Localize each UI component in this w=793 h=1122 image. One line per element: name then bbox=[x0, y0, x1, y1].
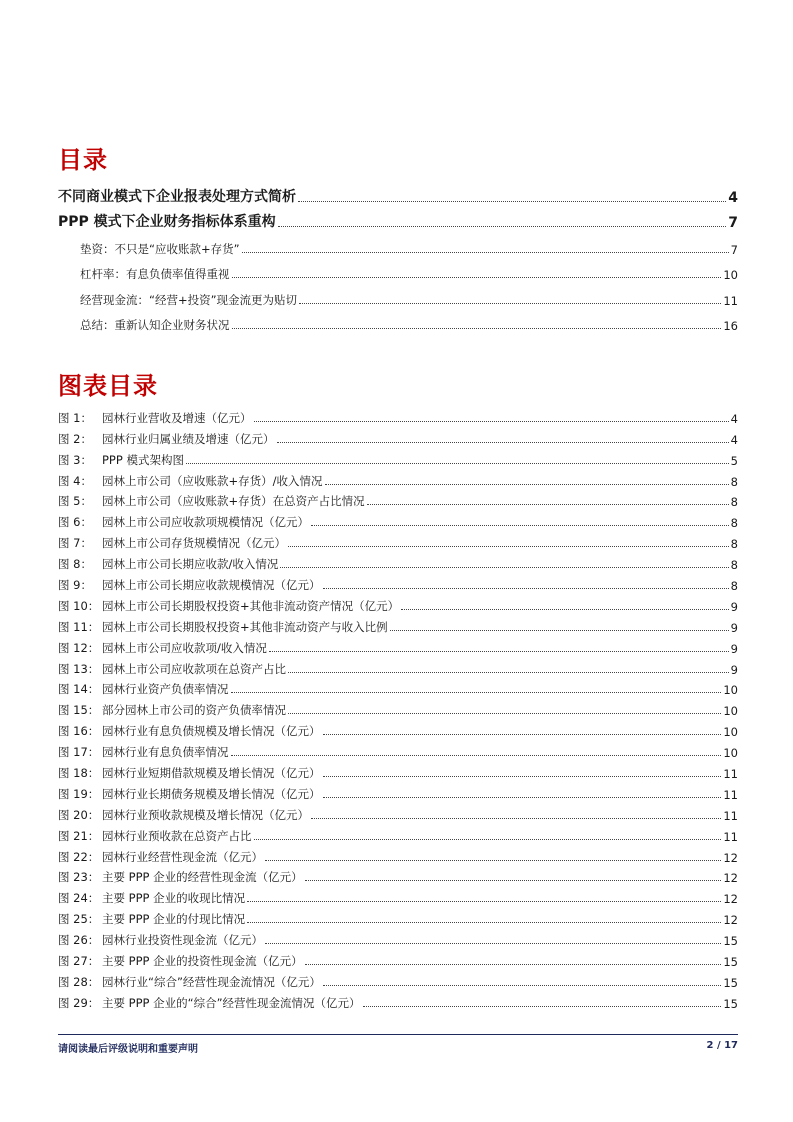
figure-entry-text: 园林上市公司存货规模情况（亿元） bbox=[102, 536, 286, 551]
dot-leader bbox=[265, 943, 721, 944]
figure-entry-text: 园林行业“综合”经营性现金流情况（亿元） bbox=[102, 974, 321, 989]
figure-entry-text: PPP 模式架构图 bbox=[102, 452, 184, 467]
figure-number: 图 21： bbox=[58, 828, 100, 843]
figure-entry[interactable] bbox=[58, 697, 738, 718]
figure-number: 图 17： bbox=[58, 745, 100, 760]
figure-page-number: 12 bbox=[723, 850, 738, 865]
figure-entry[interactable] bbox=[58, 489, 738, 510]
toc-subentry[interactable] bbox=[58, 282, 738, 308]
figure-entry-text: 主要 PPP 企业的“综合”经营性现金流情况（亿元） bbox=[102, 995, 361, 1010]
dot-leader bbox=[367, 504, 729, 505]
figure-page-number: 10 bbox=[723, 746, 738, 761]
figure-page-number: 12 bbox=[723, 913, 738, 928]
figure-entry[interactable] bbox=[58, 677, 738, 698]
toc-entry[interactable] bbox=[58, 206, 738, 232]
figure-number: 图 4： bbox=[58, 473, 92, 488]
dot-leader bbox=[231, 755, 722, 756]
figure-page-number: 15 bbox=[723, 996, 738, 1011]
dot-leader bbox=[390, 630, 729, 631]
figure-entry-text: 园林行业经营性现金流（亿元） bbox=[102, 849, 263, 864]
toc-page-number: 4 bbox=[728, 189, 738, 206]
dot-leader bbox=[278, 226, 727, 227]
dot-leader bbox=[401, 609, 729, 610]
figure-entry-text: 园林上市公司（应收账款+存货）/收入情况 bbox=[102, 473, 323, 488]
figure-entry[interactable] bbox=[58, 572, 738, 593]
figure-page-number: 8 bbox=[730, 474, 738, 489]
dot-leader bbox=[305, 964, 722, 965]
toc-entry-text: 经营现金流：“经营+投资”现金流更为贴切 bbox=[80, 292, 298, 307]
figure-page-number: 9 bbox=[730, 599, 738, 614]
dot-leader bbox=[232, 277, 722, 278]
figure-entry[interactable] bbox=[58, 865, 738, 886]
figure-number: 图 14： bbox=[58, 682, 100, 697]
figure-number: 图 24： bbox=[58, 891, 100, 906]
dot-leader bbox=[323, 985, 721, 986]
figure-page-number: 15 bbox=[723, 975, 738, 990]
figure-page-number: 10 bbox=[723, 683, 738, 698]
figure-page-number: 12 bbox=[723, 892, 738, 907]
figure-number: 图 1： bbox=[58, 410, 92, 425]
toc-entry-text: 杠杆率：有息负债率值得重视 bbox=[80, 267, 230, 281]
figure-number: 图 29： bbox=[58, 995, 100, 1010]
dot-leader bbox=[288, 546, 729, 547]
figure-entry[interactable] bbox=[58, 802, 738, 823]
figure-entry-text: 园林上市公司长期股权投资+其他非流动资产与收入比例 bbox=[102, 619, 388, 634]
dot-leader bbox=[305, 880, 722, 881]
figure-number: 图 9： bbox=[58, 578, 92, 593]
dot-leader bbox=[269, 651, 729, 652]
figure-number: 图 6： bbox=[58, 515, 92, 530]
dot-leader bbox=[186, 463, 729, 464]
dot-leader bbox=[265, 860, 721, 861]
figure-entry[interactable] bbox=[58, 823, 738, 844]
figure-page-number: 9 bbox=[730, 662, 738, 677]
dot-leader bbox=[323, 797, 722, 798]
toc-entry[interactable] bbox=[58, 180, 738, 206]
figure-entry-text: 园林行业预收款规模及增长情况（亿元） bbox=[102, 807, 309, 822]
figure-page-number: 11 bbox=[723, 787, 738, 802]
figure-entry[interactable] bbox=[58, 906, 738, 927]
figure-entry-text: 园林上市公司（应收账款+存货）在总资产占比情况 bbox=[102, 494, 365, 509]
dot-leader bbox=[323, 734, 722, 735]
figure-number: 图 11： bbox=[58, 619, 100, 634]
dot-leader bbox=[288, 672, 729, 673]
figure-entry[interactable] bbox=[58, 969, 738, 990]
figure-entry-text: 园林行业预收款在总资产占比 bbox=[102, 828, 252, 843]
figure-entry[interactable] bbox=[58, 844, 738, 865]
figure-entry[interactable] bbox=[58, 614, 738, 635]
figure-entry-text: 园林上市公司应收款项规模情况（亿元） bbox=[102, 515, 309, 530]
dot-leader bbox=[254, 839, 722, 840]
figure-page-number: 8 bbox=[730, 537, 738, 552]
figure-entry[interactable] bbox=[58, 509, 738, 530]
figure-entry[interactable] bbox=[58, 948, 738, 969]
figure-page-number: 12 bbox=[723, 871, 738, 886]
figure-entry[interactable] bbox=[58, 551, 738, 572]
footer-divider bbox=[58, 1034, 738, 1035]
figure-list bbox=[58, 405, 738, 1011]
figure-page-number: 8 bbox=[730, 516, 738, 531]
figure-page-number: 4 bbox=[730, 411, 738, 426]
figure-page-number: 11 bbox=[723, 767, 738, 782]
figure-page-number: 10 bbox=[723, 725, 738, 740]
figure-page-number: 10 bbox=[723, 704, 738, 719]
figure-number: 图 2： bbox=[58, 431, 92, 446]
dot-leader bbox=[247, 901, 721, 902]
toc-page-number: 16 bbox=[723, 319, 738, 333]
figure-number: 图 8： bbox=[58, 557, 92, 572]
dot-leader bbox=[277, 442, 729, 443]
figure-number: 图 27： bbox=[58, 954, 100, 969]
toc-subentry[interactable] bbox=[58, 257, 738, 283]
figure-entry[interactable] bbox=[58, 739, 738, 760]
figure-page-number: 11 bbox=[723, 829, 738, 844]
dot-leader bbox=[231, 692, 722, 693]
dot-leader bbox=[299, 303, 721, 304]
dot-leader bbox=[323, 776, 722, 777]
toc-page-number: 7 bbox=[728, 215, 738, 231]
figure-entry-text: 园林行业资产负债率情况 bbox=[102, 682, 229, 697]
figure-number: 图 26： bbox=[58, 933, 100, 948]
dot-leader bbox=[288, 713, 721, 714]
figure-page-number: 4 bbox=[730, 432, 738, 447]
figure-number: 图 20： bbox=[58, 807, 100, 822]
figure-number: 图 25： bbox=[58, 912, 100, 927]
figure-entry[interactable] bbox=[58, 468, 738, 489]
toc-page-number: 7 bbox=[730, 242, 738, 257]
figure-page-number: 5 bbox=[730, 453, 738, 468]
figure-entry-text: 园林行业投资性现金流（亿元） bbox=[102, 933, 263, 948]
figure-number: 图 13： bbox=[58, 661, 100, 676]
figure-entry-text: 主要 PPP 企业的经营性现金流（亿元） bbox=[102, 870, 303, 885]
figure-number: 图 18： bbox=[58, 766, 100, 781]
figure-page-number: 8 bbox=[730, 579, 738, 594]
dot-leader bbox=[242, 252, 729, 253]
page-indicator: 2 / 17 bbox=[706, 1040, 738, 1051]
figure-page-number: 8 bbox=[730, 558, 738, 573]
figure-entry-text: 园林行业有息负债率情况 bbox=[102, 745, 229, 760]
dot-leader bbox=[298, 201, 726, 202]
dot-leader bbox=[247, 922, 721, 923]
dot-leader bbox=[254, 421, 729, 422]
figure-entry[interactable] bbox=[58, 781, 738, 802]
figure-entry[interactable] bbox=[58, 927, 738, 948]
figure-entry[interactable] bbox=[58, 530, 738, 551]
figure-entry[interactable] bbox=[58, 426, 738, 447]
toc-entry-text: PPP 模式下企业财务指标体系重构 bbox=[58, 214, 276, 230]
toc-subentry[interactable] bbox=[58, 231, 738, 257]
figure-entry-text: 园林上市公司长期应收款规模情况（亿元） bbox=[102, 578, 321, 593]
dot-leader bbox=[280, 567, 728, 568]
figure-page-number: 11 bbox=[723, 808, 738, 823]
figure-entry-text: 园林行业有息负债规模及增长情况（亿元） bbox=[102, 724, 321, 739]
figure-number: 图 10： bbox=[58, 598, 100, 613]
figure-number: 图 3： bbox=[58, 452, 92, 467]
figure-entry-text: 主要 PPP 企业的付现比情况 bbox=[102, 912, 246, 927]
figure-entry[interactable] bbox=[58, 760, 738, 781]
figure-entry-text: 园林上市公司长期股权投资+其他非流动资产情况（亿元） bbox=[102, 598, 400, 613]
toc-entry-text: 不同商业模式下企业报表处理方式简析 bbox=[58, 188, 296, 205]
figure-entry[interactable] bbox=[58, 990, 738, 1011]
figure-entry-text: 园林行业短期借款规模及增长情况（亿元） bbox=[102, 766, 321, 781]
figure-entry-text: 园林上市公司应收款项/收入情况 bbox=[102, 640, 267, 655]
figure-page-number: 9 bbox=[730, 620, 738, 635]
figure-entry[interactable] bbox=[58, 718, 738, 739]
figure-number: 图 5： bbox=[58, 494, 92, 509]
footer-disclaimer[interactable]: 请阅读最后评级说明和重要声明 bbox=[58, 1044, 198, 1055]
figure-entry-text: 园林行业营收及增速（亿元） bbox=[102, 410, 252, 425]
figure-entry[interactable] bbox=[58, 447, 738, 468]
figure-number: 图 12： bbox=[58, 640, 100, 655]
figure-number: 图 19： bbox=[58, 786, 100, 801]
figure-entry[interactable] bbox=[58, 405, 738, 426]
figure-entry[interactable] bbox=[58, 885, 738, 906]
figure-page-number: 15 bbox=[723, 955, 738, 970]
figure-entry-text: 主要 PPP 企业的收现比情况 bbox=[102, 891, 246, 906]
figure-entry-text: 园林上市公司长期应收款/收入情况 bbox=[102, 557, 279, 572]
figure-number: 图 7： bbox=[58, 536, 92, 551]
figure-number: 图 22： bbox=[58, 849, 100, 864]
dot-leader bbox=[311, 818, 721, 819]
figure-number: 图 16： bbox=[58, 724, 100, 739]
figure-number: 图 28： bbox=[58, 974, 100, 989]
toc-page-number: 11 bbox=[723, 293, 738, 308]
toc-title: 目录 bbox=[58, 146, 108, 174]
figure-entry[interactable] bbox=[58, 635, 738, 656]
figure-page-number: 15 bbox=[723, 934, 738, 949]
figure-entry-text: 园林行业长期债务规模及增长情况（亿元） bbox=[102, 786, 321, 801]
figure-number: 图 15： bbox=[58, 703, 100, 718]
toc-entry-text: 总结：重新认知企业财务状况 bbox=[80, 318, 230, 332]
dot-leader bbox=[363, 1006, 722, 1007]
figure-entry[interactable] bbox=[58, 656, 738, 677]
figure-entry-text: 园林行业归属业绩及增速（亿元） bbox=[102, 431, 275, 446]
figure-number: 图 23： bbox=[58, 870, 100, 885]
toc-subentry[interactable] bbox=[58, 308, 738, 334]
figure-entry-text: 园林上市公司应收款项在总资产占比 bbox=[102, 661, 286, 676]
figure-entry-text: 主要 PPP 企业的投资性现金流（亿元） bbox=[102, 954, 303, 969]
dot-leader bbox=[323, 588, 729, 589]
dot-leader bbox=[311, 525, 729, 526]
figure-entry-text: 部分园林上市公司的资产负债率情况 bbox=[102, 703, 286, 718]
figure-page-number: 9 bbox=[730, 641, 738, 656]
dot-leader bbox=[325, 484, 729, 485]
toc-page-number: 10 bbox=[723, 268, 738, 282]
dot-leader bbox=[232, 328, 722, 329]
figure-list-title: 图表目录 bbox=[58, 372, 158, 400]
figure-entry[interactable] bbox=[58, 593, 738, 614]
figure-page-number: 8 bbox=[730, 495, 738, 510]
toc-list bbox=[58, 180, 738, 333]
toc-entry-text: 垫资：不只是“应收账款+存货” bbox=[80, 241, 240, 256]
